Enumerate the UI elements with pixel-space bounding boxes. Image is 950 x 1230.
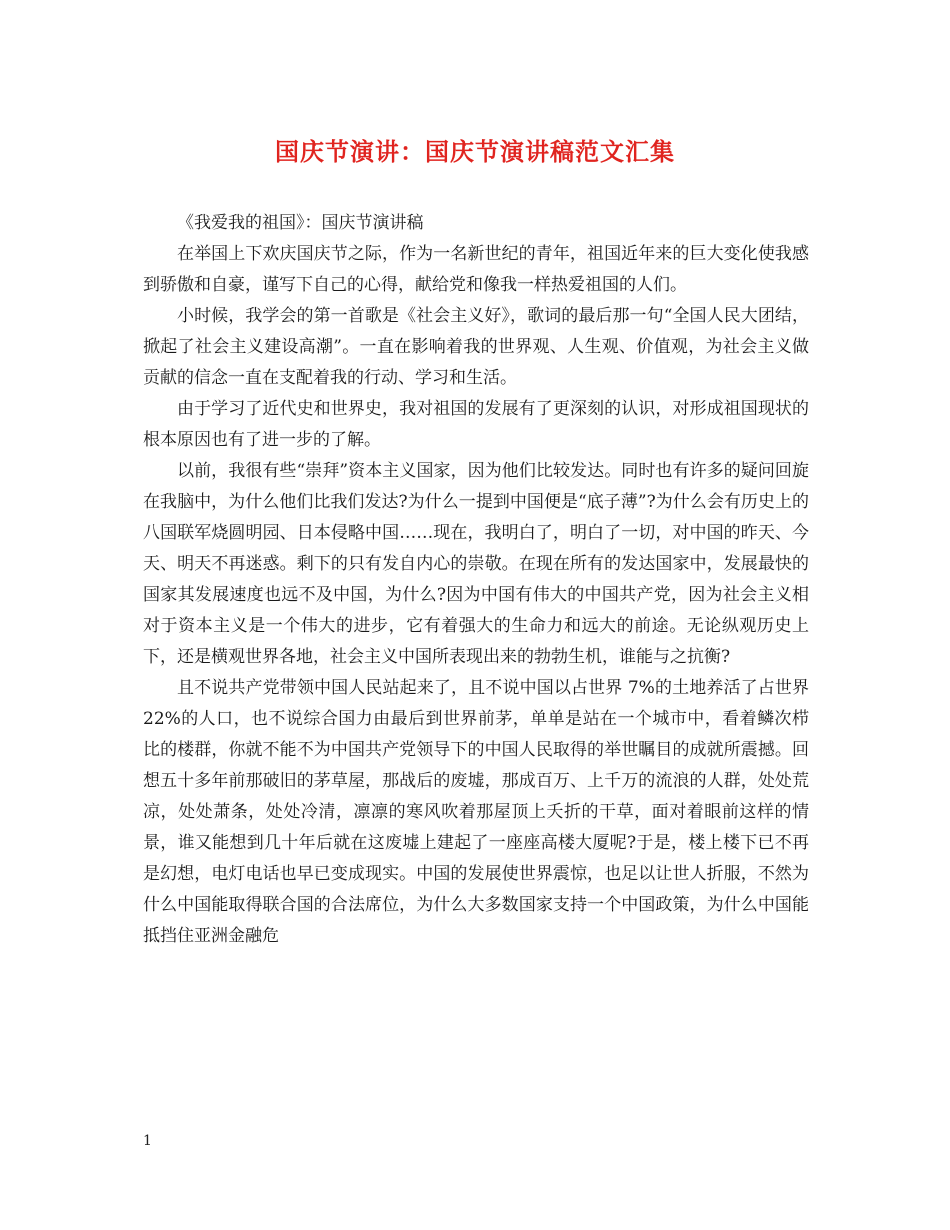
paragraph: 由于学习了近代史和世界史，我对祖国的发展有了更深刻的认识，对形成祖国现状的根本原因也有了进一步的了解。 xyxy=(143,399,809,450)
paragraph: 且不说共产党带领中国人民站起来了，且不说中国以占世界 7%的土地养活了占世界 22%的人口，也不说综合国力由最后到世界前茅，单单是站在一个城市中，看着鳞次栉比的楼群，你就不能不为中国共产党领导下的中国人民取得的举世瞩目的成就所震撼。回想五十多年前那破旧的茅草屋，那战后的废墟，那成百万、上千万的流浪的人群，处处荒凉，处处萧条，处处冷清，凛凛的寒风吹着那屋顶上夭折的干草，面对着眼前这样的情景，谁又能想到几十年后就在这废墟上建起了一座座高楼大厦呢?于是，楼上楼下已不再是幻想，电灯电话也早已变成现实。中国的发展使世界震惊，也足以让世人折服，不然为什么中国能取得联合国的合法席位，为什么大多数国家支持一个中国政策，为什么中国能抵挡住亚洲金融危 xyxy=(143,678,809,946)
document-body xyxy=(143,208,809,952)
paragraph: 以前，我很有些“崇拜”资本主义国家，因为他们比较发达。同时也有许多的疑问回旋在我脑中，为什么他们比我们发达?为什么一提到中国便是“底子薄”?为什么会有历史上的八国联军烧圆明园、日本侵略中国……现在，我明白了，明白了一切，对中国的昨天、今天、明天不再迷惑。剩下的只有发自内心的崇敬。在现在所有的发达国家中，发展最快的国家其发展速度也远不及中国，为什么?因为中国有伟大的中国共产党，因为社会主义相对于资本主义是一个伟大的进步，它有着强大的生命力和远大的前途。无论纵观历史上下，还是横观世界各地，社会主义中国所表现出来的勃勃生机，谁能与之抗衡? xyxy=(143,461,809,667)
document-title: 国庆节演讲：国庆节演讲稿范文汇集 xyxy=(275,137,675,166)
paragraph: 在举国上下欢庆国庆节之际，作为一名新世纪的青年，祖国近年来的巨大变化使我感到骄傲和自豪，谨写下自己的心得，献给党和像我一样热爱祖国的人们。 xyxy=(143,244,809,295)
speech-subtitle: 《我爱我的祖国》：国庆节演讲稿 xyxy=(177,213,424,233)
paragraph: 小时候，我学会的第一首歌是《社会主义好》，歌词的最后那一句“全国人民大团结，掀起了社会主义建设高潮”。一直在影响着我的世界观、人生观、价值观，为社会主义做贡献的信念一直在支配着我的行动、学习和生活。 xyxy=(143,306,809,388)
page-number: 1 xyxy=(143,1133,152,1149)
